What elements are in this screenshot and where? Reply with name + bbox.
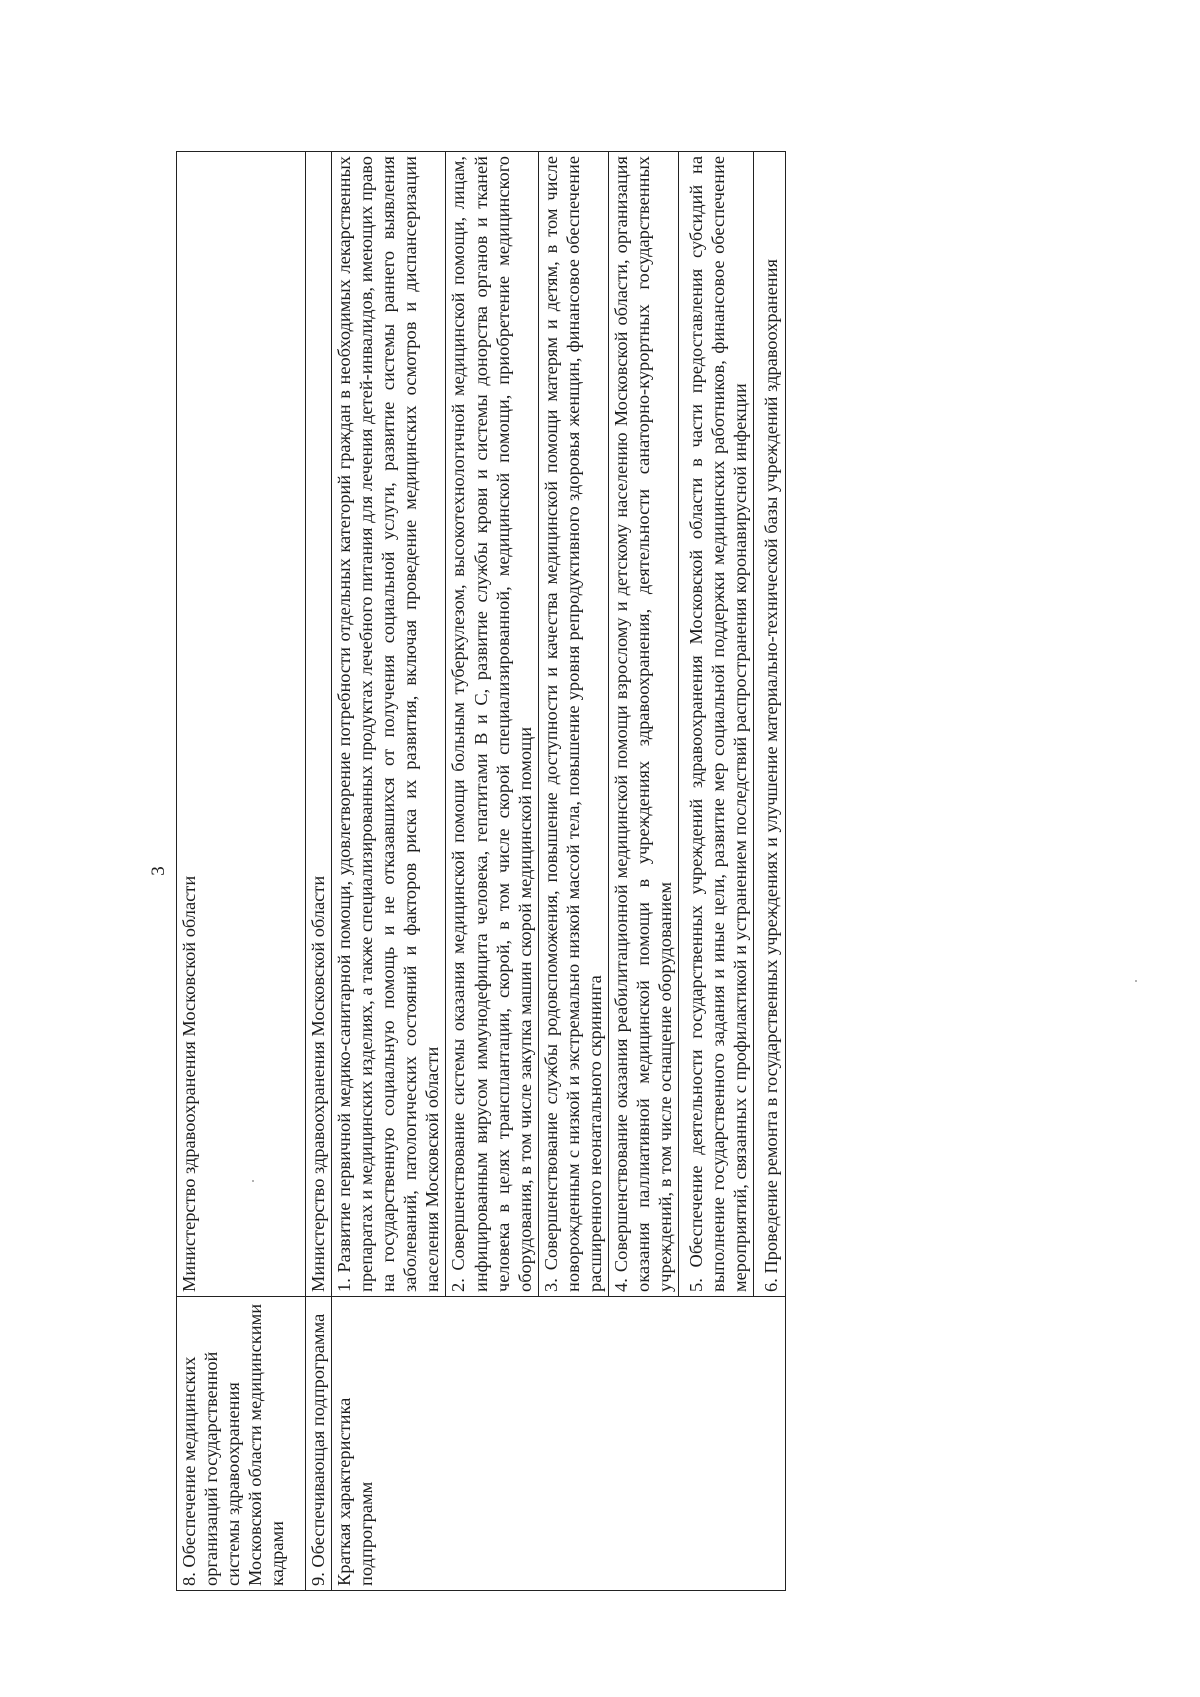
page-number: 3 [148, 866, 169, 876]
rotated-document-page [138, 151, 1178, 1591]
subprogram-table [176, 151, 786, 1591]
table-row [177, 152, 306, 1591]
table-row [332, 152, 785, 1591]
characteristic-item-4: 4. Совершенствование оказания реабилитационной медицинской помощи взрослому и детскому населению Московской области, организация оказания паллиативной медицинской помощи в учреждениях здравоохранения, деятельности санаторно-курортных государственных учреждений, в том числе оснащение оборудованием [609, 152, 679, 1296]
scan-speckle [252, 1180, 254, 1182]
characteristic-item-3: 3. Совершенствование службы родовспоможения, повышение доступности и качества медицинской помощи матерям и детям, в том числе новорожденным с низкой и экстремально низкой массой тела, повышение уровня репродуктивного здоровья женщин, финансовое обеспечение расширенного неонатального скрининга [539, 152, 609, 1296]
characteristic-item-1: 1. Развитие первичной медико-санитарной помощи, удовлетворение потребности отдельных категорий граждан в необходимых лекарственных препаратах и медицинских изделиях, а также специализированных продуктах лечебного питания для лечения детей-инвалидов, имеющих право на государственную социальную помощь и не отказавшихся от получения социальной услуги, развитие системы раннего выявления заболеваний, патологических состояний и факторов риска их развития, включая проведение медицинских осмотров и диспансеризации населения Московской области [332, 152, 446, 1296]
row-value-medical-staff: Министерство здравоохранения Московской области [177, 152, 306, 1297]
row-label-medical-staff: 8. Обеспечение медицинских организаций государственной системы здравоохранения Московской области медицинскими кадрами [177, 1297, 306, 1591]
scan-speckle [1135, 980, 1137, 982]
row-label-supporting-subprogram: 9. Обеспечивающая подпрограмма [306, 1297, 332, 1591]
characteristics-list [332, 152, 785, 1297]
characteristic-item-6: 6. Проведение ремонта в государственных учреждениях и улучшение материально-технической базы учреждений здравоохранения [761, 259, 782, 1292]
table-row [306, 152, 332, 1591]
characteristic-item-2: 2. Совершенствование системы оказания медицинской помощи больным туберкулезом, высокотехнологичной медицинской помощи, лицам, инфицированным вирусом иммунодефицита человека, гепатитами В и С, развитие службы крови и системы донорства органов и тканей человека в целях трансплантации, скорой, в том числе скорой специализированной, медицинской помощи, приобретение медицинского оборудования, в том числе закупка машин скорой медицинской помощи [446, 152, 538, 1296]
row-label-characteristics: Краткая характеристика подпрограмм [332, 1297, 785, 1591]
row-value-supporting-subprogram: Министерство здравоохранения Московской области [306, 152, 332, 1297]
characteristic-item-5: 5. Обеспечение деятельности государственных учреждений здравоохранения Московской области в части предоставления субсидий на выполнение государственного задания и иные цели, развитие мер социальной поддержки медицинских работников, финансовое обеспечение мероприятий, связанных с профилактикой и устранением последствий распространения коронавирусной инфекции [679, 152, 754, 1296]
